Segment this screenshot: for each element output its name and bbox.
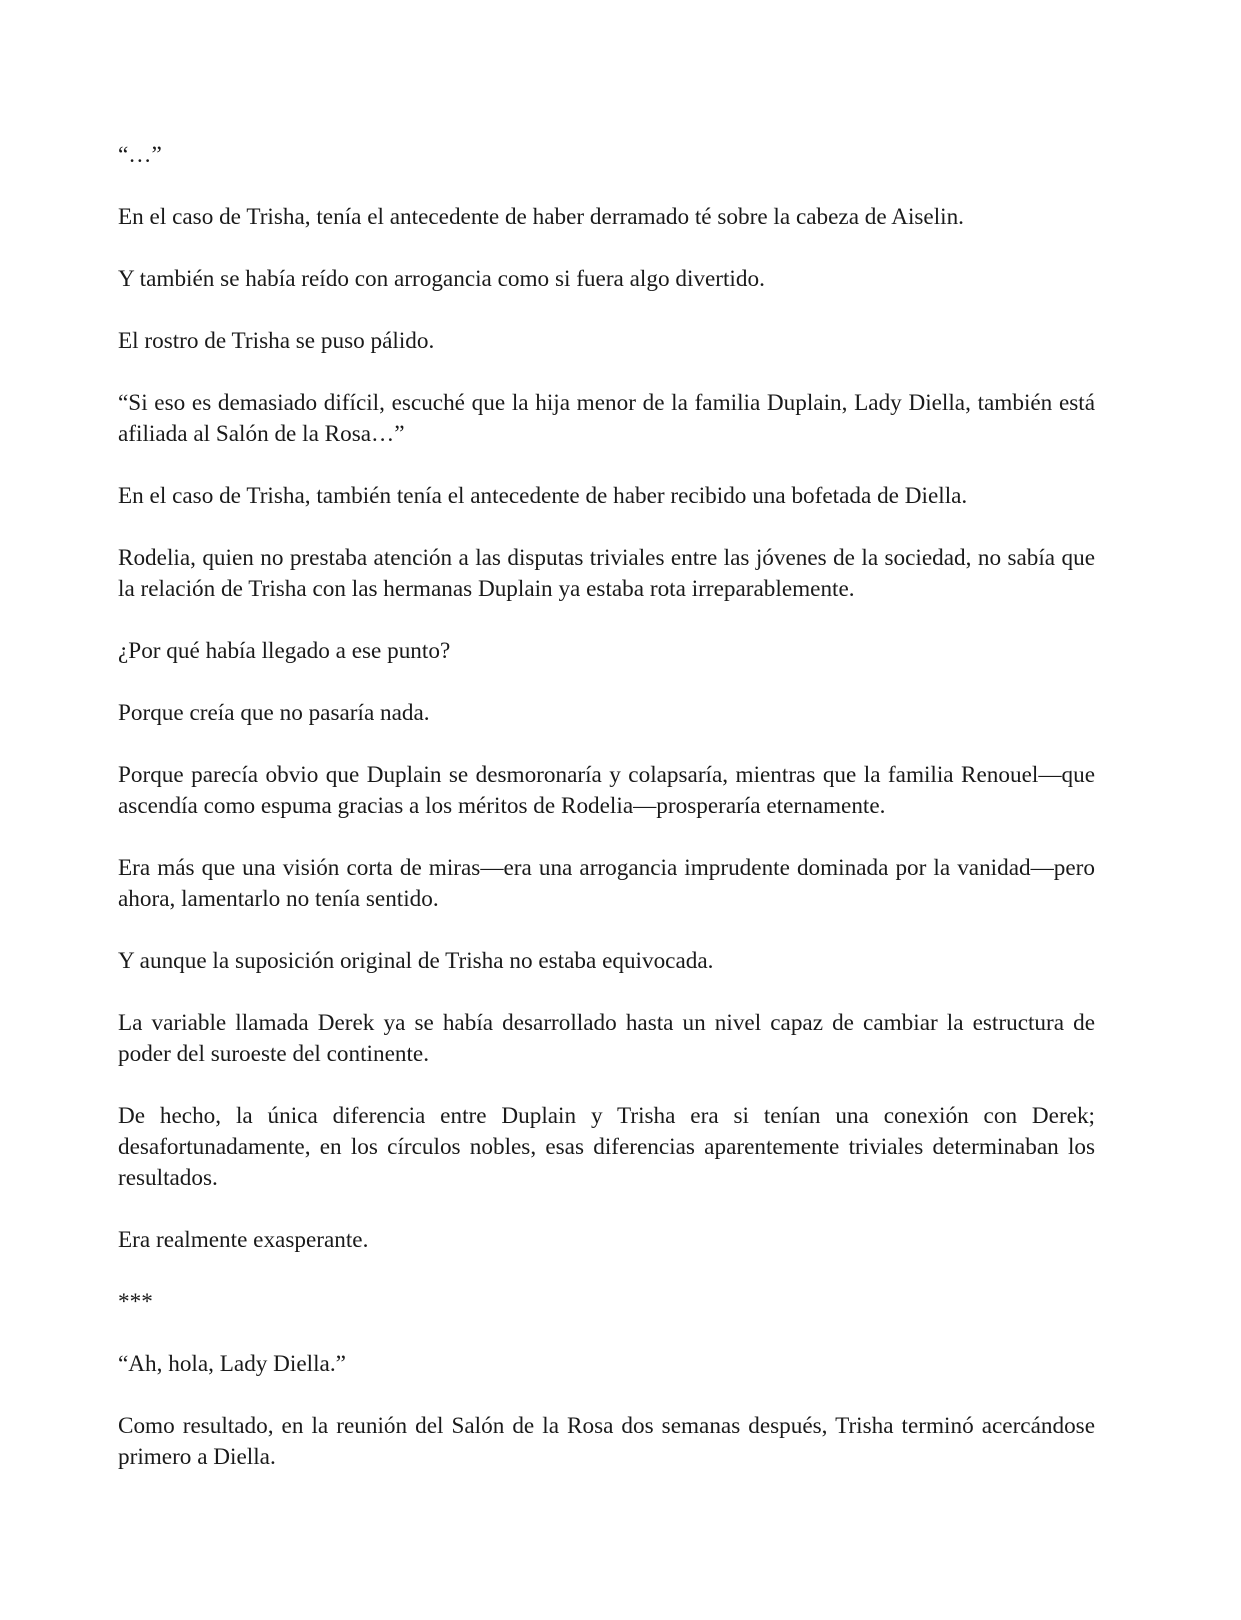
paragraph: De hecho, la única diferencia entre Duplain y Trisha era si tenían una conexión con Derek; desafortunadamente, en los círculos nobles, esas diferencias aparentemente triviales determinaban los resultados.: [118, 1103, 1095, 1191]
scene-break: ***: [118, 1289, 153, 1315]
paragraph-dialogue: “Ah, hola, Lady Diella.”: [118, 1351, 346, 1377]
paragraph: En el caso de Trisha, también tenía el antecedente de haber recibido una bofetada de Diella.: [118, 483, 968, 509]
paragraph: En el caso de Trisha, tenía el antecedente de haber derramado té sobre la cabeza de Aiselin.: [118, 204, 964, 230]
document-body: [118, 140, 1095, 1504]
paragraph: Y aunque la suposición original de Trisha no estaba equivocada.: [118, 948, 714, 974]
paragraph: Porque creía que no pasaría nada.: [118, 700, 430, 726]
paragraph: Rodelia, quien no prestaba atención a las disputas triviales entre las jóvenes de la sociedad, no sabía que la relación de Trisha con las hermanas Duplain ya estaba rota irreparablemente.: [118, 545, 1095, 602]
paragraph-dialogue: “Si eso es demasiado difícil, escuché que la hija menor de la familia Duplain, Lady Diella, también está afiliada al Salón de la Rosa…”: [118, 390, 1095, 447]
paragraph: El rostro de Trisha se puso pálido.: [118, 328, 435, 354]
paragraph: Porque parecía obvio que Duplain se desmoronaría y colapsaría, mientras que la familia Renouel—que ascendía como espuma gracias a los méritos de Rodelia—prosperaría eternamente.: [118, 762, 1095, 819]
paragraph: Era realmente exasperante.: [118, 1227, 369, 1253]
paragraph: Y también se había reído con arrogancia como si fuera algo divertido.: [118, 266, 765, 292]
paragraph: La variable llamada Derek ya se había desarrollado hasta un nivel capaz de cambiar la estructura de poder del suroeste del continente.: [118, 1010, 1095, 1067]
paragraph: Como resultado, en la reunión del Salón de la Rosa dos semanas después, Trisha terminó acercándose primero a Diella.: [118, 1413, 1095, 1470]
paragraph: Era más que una visión corta de miras—era una arrogancia imprudente dominada por la vanidad—pero ahora, lamentarlo no tenía sentido.: [118, 855, 1095, 912]
paragraph-question: ¿Por qué había llegado a ese punto?: [118, 638, 451, 664]
paragraph-ellipsis-quote: “…”: [118, 142, 162, 168]
